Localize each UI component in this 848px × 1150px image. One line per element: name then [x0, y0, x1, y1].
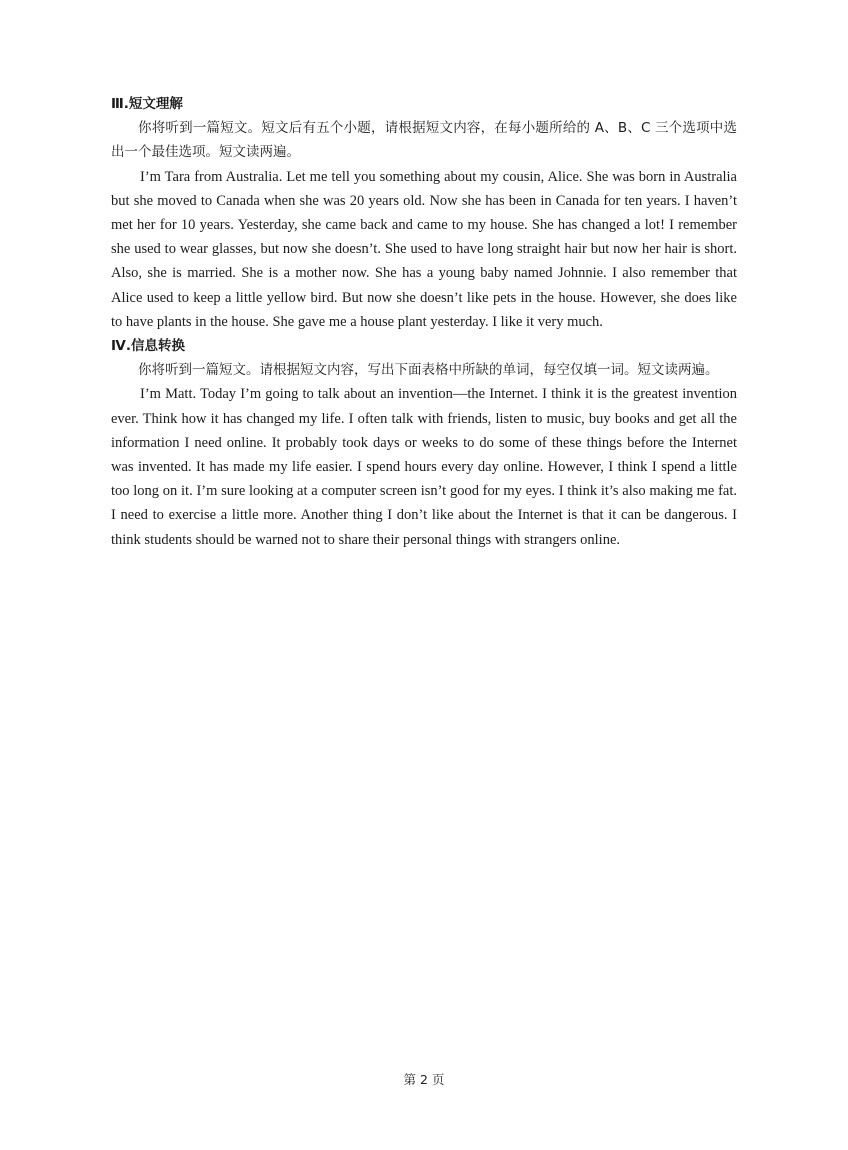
section-3-passage: I’m Tara from Australia. Let me tell you something about my cousin, Alice. She was born in Australia but she moved to Canada when she was 20 years old. Now she has been in Canada for ten years. I haven’t met her for 10 years. Yesterday, she came back and came to my house. She has changed a lot! I remember she used to wear glasses, but now she doesn’t. She used to have long straight hair but now her hair is short. Also, she is married. She is a mother now. She has a young baby named Johnnie. I also remember that Alice used to keep a little yellow bird. But now she doesn’t like pets in the house. However, she does like to have plants in the house. She gave me a house plant yesterday. I like it very much. — [111, 168, 737, 330]
section-3-instructions: 你将听到一篇短文。短文后有五个小题，请根据短文内容，在每小题所给的 A、B、C 三个选项中选出一个最佳选项。短文读两遍。 — [111, 120, 737, 161]
document-page — [111, 92, 737, 552]
page-number: 第 2 页 — [403, 1072, 445, 1087]
section-4-passage: I’m Matt. Today I’m going to talk about an invention—the Internet. I think it is the greatest invention ever. Think how it has changed my life. I often talk with friends, listen to music, buy books and get all the information I need online. It probably took days or weeks to do some of these things before the Internet was invented. It has made my life easier. I spend hours every day online. However, I think I spend a little too long on it. I’m sure looking at a computer screen isn’t good for my eyes. I think it’s also making me fat. I need to exercise a little more. Another thing I don’t like about the Internet is that it can be dangerous. I think students should be warned not to share their personal things with strangers online. — [111, 386, 737, 548]
section-4-information-transfer — [111, 334, 737, 552]
section-3-listening-comprehension — [111, 92, 737, 334]
section-3-heading: Ⅲ.短文理解 — [111, 96, 183, 112]
section-4-instructions: 你将听到一篇短文。请根据短文内容，写出下面表格中所缺的单词，每空仅填一词。短文读两遍。 — [138, 362, 719, 379]
section-4-heading: Ⅳ.信息转换 — [111, 338, 185, 355]
